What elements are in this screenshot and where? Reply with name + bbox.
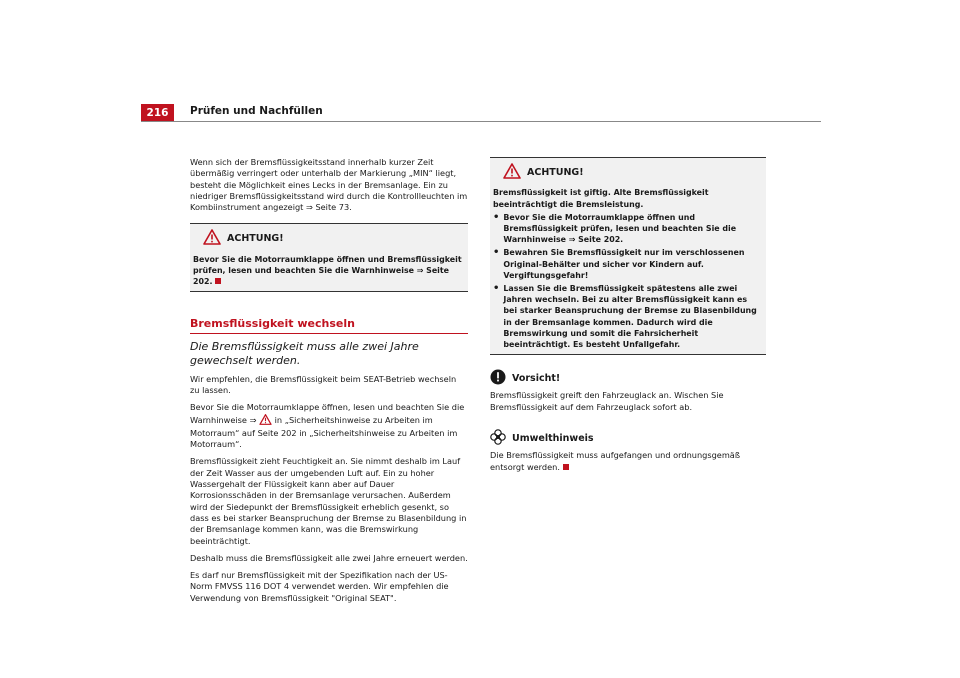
caution-text: Bremsflüssigkeit greift den Fahrzeuglack an. Wischen Sie Bremsflüssigkeit auf dem Fahrzeuglack sofort ab.: [490, 390, 724, 412]
warning-triangle-icon: [503, 163, 521, 182]
header-rule: [141, 121, 821, 122]
safety-ref-text-b: in „Sicherheitshinweise zu Arbeiten im Motorraum“ auf Seite 202 in „Sicherheitshinweise zu Arbeiten im Motorraum“.: [190, 414, 458, 450]
safety-ref-text-a: Bevor Sie die Motorraumklappe öffnen, lesen und beachten Sie die Warnhinweise ⇒: [190, 402, 465, 425]
bullet-dot-icon: •: [493, 282, 500, 294]
caution-heading: [490, 369, 766, 388]
end-mark: [215, 278, 221, 284]
environment-heading: [490, 429, 766, 448]
exclamation-circle-icon: [490, 369, 506, 388]
paragraph-specification: Es darf nur Bremsflüssigkeit mit der Spezifikation nach der US-Norm FMVSS 116 DOT 4 verwendet werden. Wir empfehlen die Verwendung von Bremsflüssigkeit "Original SEAT".: [190, 570, 449, 603]
warning-bullet: • Lassen Sie die Bremsflüssigkeit spätestens alle zwei Jahren wechseln. Bei zu alter Bremsflüssigkeit kann es bei starker Beanspruchung der Bremse zu Blasenbildung in der Bremsanlage kommen. Dadurch wird die Bremswirkung und somit die Fahrsicherheit beeinträchtigt. Es besteht Unfallgefahr.: [493, 282, 757, 349]
section-subtitle: Die Bremsflüssigkeit muss alle zwei Jahre gewechselt werden.: [190, 339, 419, 367]
warning-text: Bevor Sie die Motorraumklappe öffnen und Bremsflüssigkeit prüfen, lesen und beachten Sie die Warnhinweise ⇒ Seite 202.: [193, 254, 462, 287]
warning-box-toxic: [490, 157, 766, 355]
warning-title: ACHTUNG!: [527, 167, 584, 178]
caution-title: Vorsicht!: [512, 373, 561, 385]
right-column: [490, 157, 766, 479]
paragraph-interval: Deshalb muss die Bremsflüssigkeit alle zwei Jahre erneuert werden.: [190, 552, 468, 563]
page-number: 216: [141, 104, 174, 121]
paragraph-recommend: Wir empfehlen, die Bremsflüssigkeit beim SEAT-Betrieb wechseln zu lassen.: [190, 373, 457, 395]
paragraph-moisture: Bremsflüssigkeit zieht Feuchtigkeit an. Sie nimmt deshalb im Lauf der Zeit Wasser aus der umgebenden Luft auf. Ein zu hoher Wassergehalt der Flüssigkeit kann aber auf Dauer Korrosionsschäden in der Bremsanlage verursachen. Außerdem wird der Siedepunkt der Bremsflüssigkeit erheblich gesenkt, so dass es bei starker Beanspruchung der Bremse zu Blasenbildung in der Bremsanlage kommen kann, was die Bremswirkung beeinträchtigt.: [190, 456, 467, 546]
warning-triangle-icon: [259, 414, 272, 428]
bullet-dot-icon: •: [493, 211, 500, 223]
left-column: [190, 157, 468, 610]
warning-intro: Bremsflüssigkeit ist giftig. Alte Bremsflüssigkeit beeinträchtigt die Bremsleistung.: [493, 188, 709, 209]
page-header-title: Prüfen und Nachfüllen: [190, 105, 323, 117]
environment-text: Die Bremsflüssigkeit muss aufgefangen und ordnungsgemäß entsorgt werden.: [490, 450, 740, 472]
bullet-dot-icon: •: [493, 247, 500, 259]
end-mark: [563, 464, 569, 470]
warning-box-check: [190, 223, 468, 292]
paragraph-safety-reference: [190, 402, 468, 450]
environment-title: Umwelthinweis: [512, 433, 594, 445]
flower-icon: [490, 429, 506, 448]
warning-bullet: • Bevor Sie die Motorraumklappe öffnen und Bremsflüssigkeit prüfen, lesen und beachten Sie die Warnhinweise ⇒ Seite 202.: [493, 211, 737, 245]
warning-triangle-icon: [203, 229, 221, 248]
section-title: Bremsflüssigkeit wechseln: [190, 318, 468, 333]
warning-title: ACHTUNG!: [227, 233, 284, 245]
intro-paragraph: Wenn sich der Bremsflüssigkeitsstand innerhalb kurzer Zeit übermäßig verringert oder unterhalb der Markierung „MIN“ liegt, besteht die Möglichkeit eines Lecks in der Bremsanlage. Ein zu niedriger Bremsflüssigkeitsstand wird durch die Kontrollleuchten im Kombiinstrument angezeigt ⇒ Seite 73.: [190, 157, 468, 213]
warning-bullet: • Bewahren Sie Bremsflüssigkeit nur im verschlossenen Original-Behälter und sicher vor Kindern auf. Vergiftungsgefahr!: [493, 247, 745, 280]
